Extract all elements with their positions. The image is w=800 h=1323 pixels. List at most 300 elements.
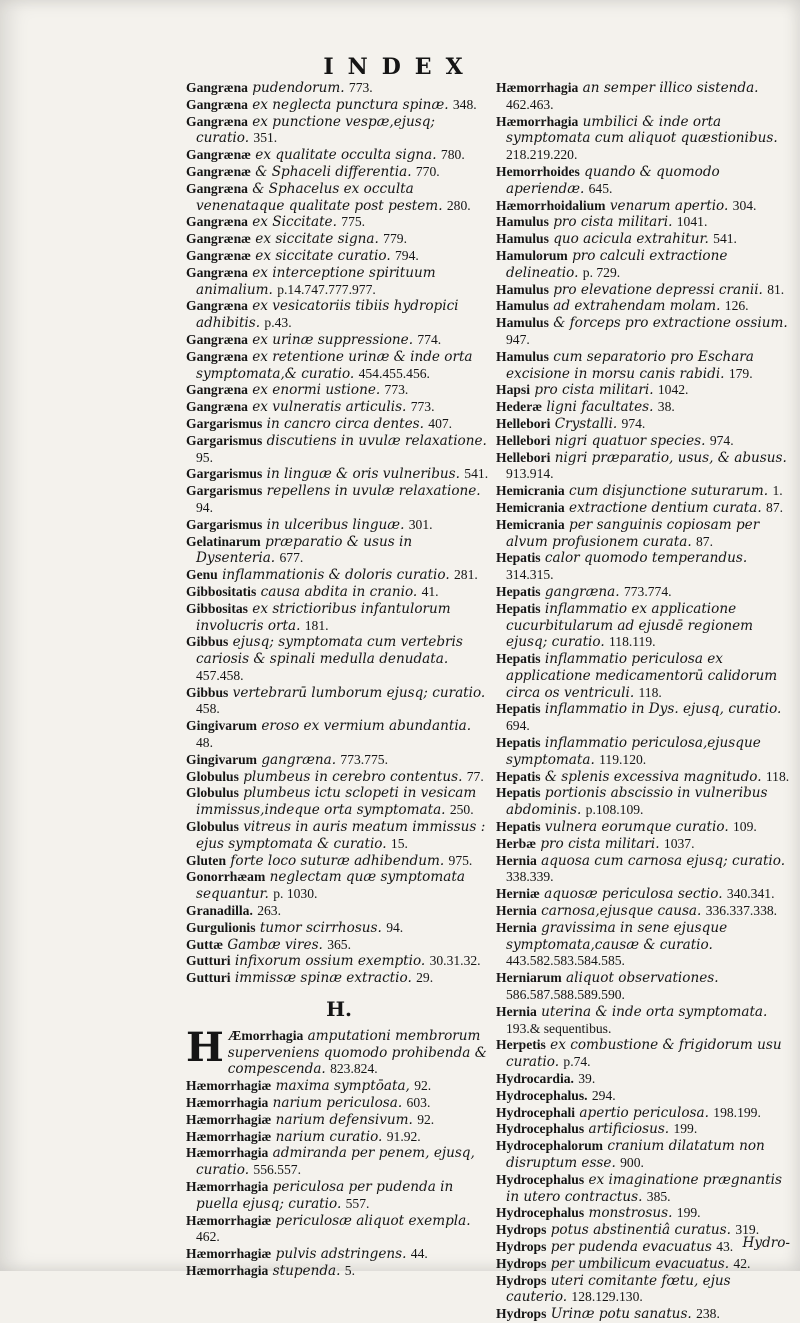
entry-text: pro cista militari. [540,835,660,852]
entry-pages: 462. [196,1229,220,1245]
index-entry [496,298,792,315]
entry-headword: Gargarismus [186,466,263,482]
entry-text: potus abstinentiâ curatus. [550,1222,731,1239]
entry-pages: 774. [417,331,442,347]
entry-pages: 118.119. [608,634,656,650]
index-entry [496,1037,792,1071]
entry-headword: Gangræna [186,331,248,347]
entry-text: inflammatio ex applicatione cucurbitularum ad ejusdē regionem ejusq; curatio. [506,600,754,651]
entry-headword: Gangræna [186,399,248,415]
entry-headword: Hydrops [496,1255,547,1271]
entry-headword: Granadilla. [186,903,253,919]
index-entry [186,752,492,769]
entry-headword: Guttæ [186,936,224,952]
entry-text: uteri comitante fœtu, ejus cauterio. [506,1272,731,1306]
index-entry [186,903,492,920]
entry-headword: Hepatis [496,600,541,616]
entry-pages: 340.341. [726,886,775,902]
entry-text: cranium dilatatum non disruptum esse. [506,1138,765,1171]
entry-headword: Hæmorrhagia [496,113,579,129]
entry-pages: 118. [638,684,662,700]
entry-text: cum separatorio pro Eschara excisione in morsu canis rabidi. [506,348,754,382]
entry-headword: Hydrocephalus. [496,1087,588,1103]
entry-text: calor quomodo temperandus. [544,550,748,567]
entry-headword: Hamulus [496,214,549,230]
entry-pages: 48. [196,735,213,751]
index-entry [496,1172,792,1206]
index-entry [496,1088,792,1105]
index-entry [186,920,492,937]
entry-text: neglectam quæ symptomata sequantur. [196,869,465,903]
entry-text: vitreus in auris meatum immissus : ejus symptomata & curatio. [196,819,486,852]
entry-text: Crystalli. [554,415,618,432]
entry-pages: 338.339. [506,869,554,885]
index-entry [496,483,792,500]
entry-pages: p.43. [264,315,292,331]
entry-text: ex vesicatoriis tibiis hydropici adhibitis. [196,298,459,332]
entry-headword: Gangrænæ [186,163,251,179]
entry-text: per umbilicum evacuatus. [550,1255,730,1272]
entry-pages: 365. [327,936,351,952]
entry-text: monstrosus. [588,1205,673,1222]
entry-pages: 92. [417,1111,435,1127]
entry-headword: Gangræna [186,264,248,280]
entry-headword: Hydrocephalus [496,1121,585,1137]
section-letter: H. [326,997,352,1022]
index-entry [496,701,792,735]
entry-text: ex combustione & frigidorum usu curatio. [506,1037,782,1071]
index-entry [186,399,492,416]
index-entry [496,315,792,349]
entry-pages: 44. [410,1246,428,1262]
entry-pages: p.108.109. [585,802,644,818]
entry-headword: Herbæ [496,835,537,851]
entry-headword: Hæmorrhagiæ [186,1212,272,1228]
entry-pages: 454.455.456. [358,365,430,381]
index-entry-first: H Æmorrhagia amputationi membrorum superveniens quomodo prohibenda & compescenda. 823.824. [186,1023,487,1078]
entry-pages: 1037. [663,835,695,851]
index-entry [496,920,792,970]
entry-headword: Gangrænæ [186,147,251,163]
entry-headword: Hepatis [496,819,541,835]
entry-pages: 15. [390,835,408,851]
entry-text: narium curatio. [275,1128,383,1145]
entry-pages: 947. [506,331,530,347]
entry-text: ex Siccitate. [252,214,337,231]
entry-text: ex vulneratis articulis. [252,399,407,416]
index-entry [496,1105,792,1122]
page-header: INDEX [323,54,477,80]
entry-pages: 38. [657,399,675,415]
entry-headword: Gargarismus [186,432,263,448]
entry-text: an semper illico sistenda. [582,80,759,96]
entry-pages: 541. [464,466,489,482]
index-entry [496,584,792,601]
entry-pages: 407. [428,415,453,431]
index-entry [186,970,492,987]
entry-headword: Hydrocephalus [496,1205,585,1221]
entry-text: carnosa,ejusque causa. [541,903,702,920]
entry-headword: Gibbositatis [186,583,257,599]
entry-text: repellens in uvulæ relaxatione. [266,483,481,500]
entry-pages: 974. [621,415,646,431]
entry-text: causa abdita in cranio. [260,583,418,600]
entry-headword: Globulus [186,785,239,801]
entry-headword: Hæmorrhoidalium [496,197,606,213]
entry-pages: 42. [733,1255,751,1271]
entry-text: narium defensivum. [275,1111,413,1128]
entry-pages: 557. [345,1195,370,1211]
entry-text: nigri quatuor species. [554,432,706,449]
entry-pages: 281. [453,567,478,583]
entry-text: ex strictioribus infantulorum involucris orta. [196,600,451,634]
entry-text: pudendorum. [252,80,345,96]
entry-headword: Gingivarum [186,718,257,734]
index-entry [186,819,492,853]
entry-pages: 30.31.32. [429,953,481,969]
entry-text: in ulceribus linguæ. [266,516,405,533]
entry-text: gangræna. [261,751,337,768]
entry-pages: 385. [646,1188,671,1204]
entry-pages: 128.129.130. [571,1289,643,1305]
index-entry [186,214,492,231]
entry-text: ligni facultates. [546,399,654,416]
entry-headword: Hamulus [496,298,549,314]
entry-text: ex retentione urinæ & inde orta symptomata,& curatio. [196,348,473,382]
entry-headword: Hernia [496,852,537,868]
entry-pages: 773.774. [623,583,672,599]
entry-text: stupenda. [272,1262,341,1279]
index-entry [496,1071,792,1088]
entry-pages: 913.914. [506,466,554,482]
entry-pages: p. 729. [582,264,621,280]
index-entry [186,265,492,299]
entry-headword: Gangrænæ [186,247,251,263]
entry-headword: Hellebori [496,415,551,431]
entry-headword: Hepatis [496,651,541,667]
entry-text: ex punctione vespæ,ejusq; curatio. [196,113,436,147]
entry-pages: 218.219.220. [506,147,578,163]
entry-headword: Gutturi [186,970,231,986]
index-entry [496,785,792,819]
entry-pages: 900. [620,1155,644,1170]
entry-text: apertio periculosa. [579,1104,709,1121]
index-entry [496,1004,792,1038]
entry-pages: 314.315. [506,567,554,583]
entry-text: vertebrarū lumborum ejusq; curatio. [232,684,486,701]
index-entry [186,869,492,903]
index-entry [186,718,492,752]
entry-text: discutiens in uvulæ relaxatione. [266,432,487,449]
entry-pages: 5. [344,1262,355,1278]
entry-pages: 773. [384,382,409,398]
index-entry [186,433,492,467]
entry-pages: 87. [766,499,784,515]
index-entry [186,1179,492,1213]
entry-pages: 199. [676,1205,701,1221]
index-entry [186,349,492,383]
entry-text: inflammatio in Dys. ejusq, curatio. [544,701,782,718]
entry-text: & forceps pro extractione ossium. [553,315,788,332]
index-entry [496,399,792,416]
entry-headword: Gangræna [186,298,248,314]
entry-headword: Gargarismus [186,483,263,499]
entry-headword: Gonorrhæam [186,869,266,885]
entry-headword: Gargarismus [186,516,263,532]
entry-text: Urinæ potu sanatus. [550,1306,692,1323]
entry-text: cum disjunctione suturarum. [569,483,769,500]
entry-headword: Hydrops [496,1238,547,1254]
entry-text: periculosæ aliquot exempla. [275,1212,471,1229]
entry-text: quando & quomodo aperiendæ. [506,163,720,197]
entry-pages: 109. [732,819,757,835]
entry-text: gravissima in sene ejusque symptomata,causæ & curatio. [506,919,728,953]
entry-pages: 336.337.338. [705,903,778,919]
entry-pages: 95. [196,449,213,465]
index-entry [496,769,792,786]
entry-text: gangræna. [544,583,620,600]
entry-text: portionis abscissio in vulneribus abdominis. [506,785,768,819]
entry-text: ex qualitate occulta signa. [255,147,437,164]
entry-pages: 94. [386,919,404,935]
entry-headword: Hæmorrhagia [186,1095,269,1111]
entry-pages: 779. [383,231,407,247]
entry-pages: 794. [395,247,419,263]
entry-headword: Hernia [496,903,537,919]
entry-pages: 179. [728,365,753,381]
entry-text: pulvis adstringens. [275,1246,407,1263]
entry-headword: Herniarum [496,970,562,986]
entry-pages: 301. [408,516,433,532]
entry-pages: 94. [196,499,213,515]
entry-pages: 975. [448,852,473,868]
entry-text: pro elevatione depressi cranii. [553,281,763,298]
index-entry [186,517,492,534]
index-entry [186,534,492,568]
entry-headword: Hæmorrhagia [186,1262,269,1278]
entry-pages: 351. [253,130,278,146]
index-entry [186,584,492,601]
entry-pages: 603. [406,1095,431,1111]
index-entry [496,1306,792,1323]
entry-text: aquosæ periculosa sectio. [544,886,723,903]
entry-text: forte loco suturæ adhibendum. [230,852,445,869]
entry-pages: 770. [415,163,440,179]
entry-headword: Hepatis [496,583,541,599]
entry-pages: 91.92. [386,1128,421,1144]
entry-headword: Hernia [496,919,537,935]
entry-text: inflammationis & doloris curatio. [222,567,450,584]
entry-pages: 119.120. [599,751,647,767]
entry-pages: 443.582.583.584.585. [506,953,625,969]
entry-text: præparatio & usus in Dysenteria. [196,533,413,567]
entry-text: per pudenda evacuatus [550,1238,712,1255]
index-entry [496,836,792,853]
index-entry [496,349,792,383]
index-entry [186,466,492,483]
entry-pages: 181. [304,617,329,633]
index-entry [186,634,492,684]
entry-text: nigri præparatio, usus, & abusus. [554,449,787,466]
entry-pages: 238. [696,1306,720,1322]
index-entry [186,1078,492,1095]
entry-headword: Hepatis [496,785,541,801]
entry-text: quo acicula extrahitur. [553,231,709,248]
entry-pages: 1. [772,483,783,499]
index-entry [496,1273,792,1307]
index-entry [496,433,792,450]
index-entry [186,80,492,97]
index-entry [496,164,792,198]
entry-text: vulnera eorumque curatio. [544,819,729,836]
entry-pages: 773. [348,80,373,95]
entry-text: ex imaginatione prægnantis in utero contractus. [506,1171,782,1205]
index-entry [186,1246,492,1263]
index-entry [496,903,792,920]
entry-headword: Hæmorrhagiæ [186,1246,272,1262]
entry-pages: 541. [713,231,737,247]
entry-headword: Hydrocardia. [496,1071,574,1087]
entry-pages: 126. [724,298,749,314]
entry-text: immissæ spinæ extractio. [234,970,412,987]
entry-pages: 304. [732,197,757,213]
entry-pages: 199. [673,1121,698,1137]
entry-headword: Hamulus [496,315,549,331]
index-entry [186,769,492,786]
entry-text: ex interceptione spirituum animalium. [196,264,436,298]
entry-pages: 193.& sequentibus. [506,1020,612,1036]
entry-text: umbilici & inde orta symptomata cum aliquot quæstionibus. [506,113,778,147]
entry-headword: Hepatis [496,701,541,717]
entry-text: ex neglecta punctura spinæ. [252,96,449,113]
entry-headword: Hepatis [496,735,541,751]
index-entry [496,1256,792,1273]
entry-headword: Hydrocephalus [496,1171,585,1187]
entry-pages: 780. [440,147,465,163]
index-entry [496,231,792,248]
index-entry [496,214,792,231]
entry-headword: Gutturi [186,953,231,969]
entry-headword: Hernia [496,1003,537,1019]
entry-headword: Hydrocephali [496,1104,576,1120]
entry-headword: Hæmorrhagiæ [186,1111,272,1127]
entry-headword: Hemicrania [496,483,565,499]
entry-headword: Gelatinarum [186,533,261,549]
entry-pages: p.14.747.777.977. [277,281,376,297]
entry-text: inflammatio periculosa ex applicatione medicamentorū calidorum circa os ventriculi. [506,651,778,701]
entry-text: & Sphacelus ex occulta venenataque qualitate post pestem. [196,180,443,214]
entry-text: maxima symptōata, [275,1078,410,1095]
entry-pages: p. 1030. [273,886,318,902]
index-entry [186,147,492,164]
index-entry [496,735,792,769]
index-entry [186,97,492,114]
index-entry [496,114,792,164]
entry-text: pro cista militari. [534,382,654,399]
index-entry [186,1112,492,1129]
entry-pages: 263. [257,903,281,919]
entry-headword: Hemorrhoides [496,163,580,179]
index-entry [186,164,492,181]
entry-text: & Sphaceli differentia. [255,163,412,180]
entry-headword: Hederæ [496,399,543,415]
entry-headword: Hæmorrhagia [186,1179,269,1194]
index-entry [186,937,492,954]
entry-text: aquosa cum carnosa ejusq; curatio. [541,852,786,869]
index-entry [186,1095,492,1112]
entry-text: ejusq; symptomata cum vertebris cariosis & spinali medulla denudata. [196,634,463,668]
entry-text: ex siccitate curatio. [255,247,391,264]
index-entry [496,450,792,484]
entry-headword: Hæmorrhagiæ [186,1128,272,1144]
index-entry [186,953,492,970]
index-entry [496,248,792,282]
entry-pages: 118. [765,768,790,784]
entry-text: eroso ex vermium abundantia. [261,718,472,735]
entry-text: pro calculi extractione delineatio. [506,247,728,281]
entry-text: pro cista militari. [553,214,673,231]
index-entry [496,886,792,903]
entry-pages: 1042. [657,382,689,398]
entry-text: ad extrahendam molam. [553,298,721,315]
index-entry [496,651,792,701]
entry-pages: 556.557. [253,1162,301,1178]
entry-text: venarum apertio. [609,197,729,214]
index-entry [186,853,492,870]
entry-pages: 43. [716,1238,734,1254]
index-entry [186,248,492,265]
index-entry [496,1121,792,1138]
index-entry [186,416,492,433]
entry-headword: Gibbositas [186,600,248,616]
entry-headword: Gargarismus [186,415,263,431]
entry-pages: 29. [416,970,434,986]
index-entry [186,1145,492,1179]
entry-pages: 92. [414,1078,432,1094]
entry-text: plumbeus ictu sclopeti in vesicam immissus,indeque orta symptomata. [196,785,477,819]
entry-pages: 773. [410,399,435,415]
index-entry [186,601,492,635]
index-entry [186,332,492,349]
h-entries-right [496,80,792,1323]
entry-headword: Hydrocephalorum [496,1138,603,1154]
entry-pages: 198.199. [713,1104,761,1120]
index-entry [186,483,492,517]
index-entry [186,685,492,719]
entry-headword: Hemicrania [496,516,565,532]
entry-pages: 694. [506,718,530,734]
entry-text: ex siccitate signa. [255,231,379,248]
entry-text: in cancro circa dentes. [266,415,424,432]
entry-headword: Hepatis [496,768,541,784]
index-entry [496,80,792,114]
entry-text: periculosa per pudenda in puella ejusq; curatio. [196,1179,454,1212]
entry-headword: Globulus [186,819,239,835]
index-entry [496,517,792,551]
entry-headword: Gangræna [186,113,248,129]
entry-pages: 458. [196,701,220,717]
entry-headword: Hydrops [496,1222,547,1238]
entry-pages: 81. [767,281,785,297]
entry-pages: 586.587.588.589.590. [506,987,625,1003]
entry-headword: Hemicrania [496,499,565,515]
entry-headword: Gangræna [186,180,248,196]
entry-pages: 87. [695,533,713,549]
entry-headword: Hellebori [496,432,551,448]
index-entry [186,298,492,332]
entry-headword: Gangræna [186,80,248,95]
right-column [496,80,792,1323]
